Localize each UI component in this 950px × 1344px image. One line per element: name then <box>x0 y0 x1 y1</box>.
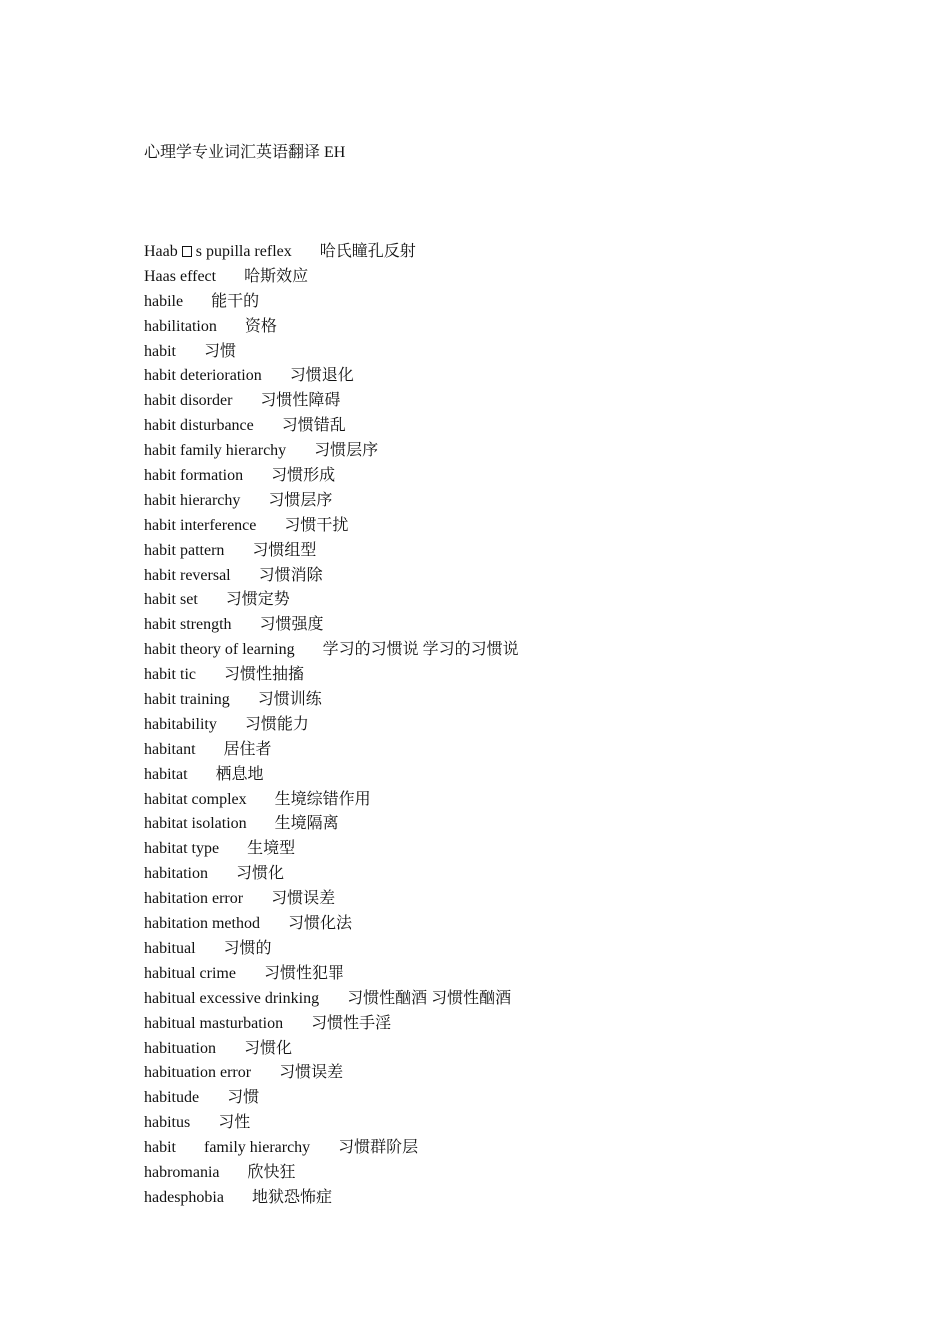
glossary-entry <box>144 1062 519 1087</box>
entry-term: habromania <box>144 1163 220 1181</box>
glossary-entry <box>144 789 519 814</box>
entry-translation: 习惯群阶层 <box>338 1139 419 1157</box>
entry-translation: 习性 <box>218 1114 251 1132</box>
entry-term: habituation <box>144 1039 216 1057</box>
glossary-entry <box>144 813 519 838</box>
entry-translation: 习惯性手淫 <box>311 1014 392 1032</box>
glossary-entry <box>144 490 519 515</box>
entry-translation: 习惯训练 <box>257 691 322 709</box>
glossary-entry <box>144 440 519 465</box>
entry-term: habitability <box>144 715 217 733</box>
entry-term: habit family hierarchy <box>144 442 287 460</box>
glossary-entry <box>144 1087 519 1112</box>
entry-term: habit <box>144 342 176 360</box>
entry-translation: 习惯层序 <box>314 442 379 460</box>
glossary-entry <box>144 291 519 316</box>
entry-translation: 习惯误差 <box>279 1064 344 1082</box>
entry-translation: 习惯性抽搐 <box>223 666 304 684</box>
glossary-list <box>144 241 519 1212</box>
entry-translation: 习惯 <box>204 342 237 360</box>
entry-term: habitual excessive drinking <box>144 989 320 1007</box>
entry-term: habit disturbance <box>144 417 254 435</box>
entry-translation: 地狱恐怖症 <box>251 1188 332 1206</box>
entry-translation: 习惯化 <box>243 1039 292 1057</box>
entry-term: habit deterioration <box>144 367 262 385</box>
glossary-entry <box>144 316 519 341</box>
glossary-entry <box>144 714 519 739</box>
glossary-entry <box>144 565 519 590</box>
entry-translation: 习惯定势 <box>225 591 290 609</box>
entry-term: habitude <box>144 1089 200 1107</box>
entry-translation: 习惯的 <box>223 939 272 957</box>
entry-translation: 习惯化 <box>235 865 284 883</box>
entry-translation: 栖息地 <box>215 765 264 783</box>
glossary-entry <box>144 1038 519 1063</box>
entry-translation: 生境型 <box>247 840 296 858</box>
missing-glyph-box <box>182 246 192 257</box>
glossary-entry <box>144 938 519 963</box>
entry-translation: 资格 <box>244 317 277 335</box>
entry-translation: 生境综错作用 <box>274 790 371 808</box>
entry-translation: 习惯层序 <box>268 491 333 509</box>
entry-translation: 习惯强度 <box>259 616 324 634</box>
glossary-entry <box>144 888 519 913</box>
entry-term: habit strength <box>144 616 232 634</box>
glossary-entry <box>144 863 519 888</box>
glossary-entry <box>144 1137 519 1162</box>
entry-term: habituation error <box>144 1064 252 1082</box>
entry-term: habit family hierarchy <box>144 1139 311 1157</box>
glossary-entry <box>144 1187 519 1212</box>
entry-term: Haas effect <box>144 267 217 285</box>
entry-translation: 居住者 <box>223 740 272 758</box>
entry-translation: 欣快狂 <box>247 1163 296 1181</box>
glossary-entry <box>144 614 519 639</box>
entry-translation: 习惯干扰 <box>284 516 349 534</box>
entry-term: habitation <box>144 865 208 883</box>
page-title: 心理学专业词汇英语翻译 EH <box>144 144 346 161</box>
entry-translation: 哈斯效应 <box>244 267 309 285</box>
entry-translation: 习惯化法 <box>287 915 352 933</box>
glossary-entry <box>144 1162 519 1187</box>
entry-term: habitual crime <box>144 964 236 982</box>
entry-term: habitation error <box>144 890 244 908</box>
glossary-entry <box>144 266 519 291</box>
entry-translation: 生境隔离 <box>274 815 339 833</box>
entry-translation: 习惯性酗酒 习惯性酗酒 <box>347 989 512 1007</box>
glossary-entry <box>144 365 519 390</box>
entry-term: habitation method <box>144 915 260 933</box>
entry-term: habitual <box>144 939 196 957</box>
glossary-entry <box>144 689 519 714</box>
entry-term: habitat <box>144 765 188 783</box>
entry-translation: 习惯能力 <box>244 715 309 733</box>
entry-term: habitat complex <box>144 790 247 808</box>
glossary-entry <box>144 664 519 689</box>
entry-term: habit disorder <box>144 392 233 410</box>
entry-translation: 能干的 <box>211 292 260 310</box>
entry-translation: 习惯性犯罪 <box>263 964 344 982</box>
entry-term: Haab s pupilla reflex <box>144 243 292 260</box>
entry-translation: 习惯误差 <box>271 890 336 908</box>
glossary-entry <box>144 988 519 1013</box>
glossary-entry <box>144 838 519 863</box>
entry-term: habit interference <box>144 516 257 534</box>
glossary-entry <box>144 913 519 938</box>
glossary-entry <box>144 241 519 266</box>
entry-translation: 学习的习惯说 学习的习惯说 <box>322 641 519 659</box>
entry-term: habitant <box>144 740 196 758</box>
glossary-entry <box>144 1112 519 1137</box>
entry-term: habit hierarchy <box>144 491 241 509</box>
entry-term: hadesphobia <box>144 1188 224 1206</box>
entry-term: habitat type <box>144 840 220 858</box>
entry-term: habit set <box>144 591 198 609</box>
entry-term: habitual masturbation <box>144 1014 284 1032</box>
entry-term: habit pattern <box>144 541 225 559</box>
glossary-entry <box>144 465 519 490</box>
entry-term: habit tic <box>144 666 196 684</box>
entry-translation: 习惯形成 <box>271 467 336 485</box>
entry-translation: 哈氏瞳孔反射 <box>319 243 416 260</box>
glossary-entry <box>144 341 519 366</box>
entry-translation: 习惯组型 <box>252 541 317 559</box>
entry-term: habit training <box>144 691 230 709</box>
glossary-entry <box>144 963 519 988</box>
entry-translation: 习惯消除 <box>258 566 323 584</box>
glossary-entry <box>144 764 519 789</box>
glossary-entry <box>144 739 519 764</box>
glossary-entry <box>144 639 519 664</box>
entry-term: habitus <box>144 1114 191 1132</box>
glossary-entry <box>144 1013 519 1038</box>
entry-term: habit formation <box>144 467 244 485</box>
entry-term: habit theory of learning <box>144 641 295 659</box>
glossary-entry <box>144 515 519 540</box>
glossary-entry <box>144 390 519 415</box>
entry-term: habile <box>144 292 184 310</box>
glossary-entry <box>144 589 519 614</box>
entry-term: habit reversal <box>144 566 231 584</box>
glossary-entry <box>144 415 519 440</box>
entry-term: habilitation <box>144 317 217 335</box>
entry-term: habitat isolation <box>144 815 247 833</box>
entry-translation: 习惯性障碍 <box>260 392 341 410</box>
glossary-entry <box>144 540 519 565</box>
entry-translation: 习惯 <box>227 1089 260 1107</box>
entry-translation: 习惯退化 <box>289 367 354 385</box>
entry-translation: 习惯错乱 <box>281 417 346 435</box>
